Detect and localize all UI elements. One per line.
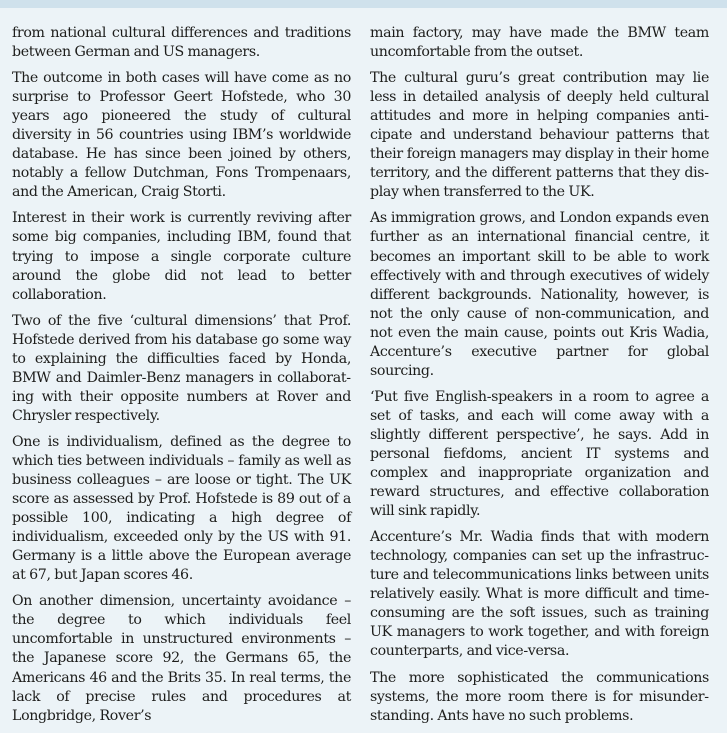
paragraph: One is individualism, defined as the degree to which ties between individuals – family as well as business colleagues – are loose or tight. The UK score as assessed by Prof. Hofstede is 89 out of a possible 100, indicating a high degree of individualism, exceeded only by the US with 91. Germany is a little above the European average at 67, but Japan scores 46. bbox=[12, 433, 351, 584]
paragraph: Interest in their work is currently reviving after some big companies, including IBM, found that trying to impose a single corporate culture around the globe did not lead to better collaboration. bbox=[12, 210, 351, 303]
paragraph: from national cultural differences and traditions between German and US managers. bbox=[12, 25, 351, 61]
right-column bbox=[370, 24, 709, 733]
paragraph: The cultural guru’s great contribution may lie less in detailed analysis of deeply held cultural attitudes and more in helping companies anticipate and understand behaviour patterns that their foreign managers may display in their home territory, and the different patterns that they display when transferred to the UK. bbox=[370, 70, 709, 201]
paragraph: ‘Put five English-speakers in a room to agree a set of tasks, and each will come away with a slightly different perspective’, he says. Add in personal fiefdoms, ancient IT systems and complex and inappropriate organization and reward structures, and effective collaboration will sink rapidly. bbox=[370, 388, 709, 520]
paragraph: Accenture’s Mr. Wadia finds that with modern technology, companies can set up the infrastructure and telecommunications links between units relatively easily. What is more difficult and time-consuming are the soft issues, such as training UK managers to work together, and with foreign counterparts, and vice-versa. bbox=[370, 529, 709, 660]
paragraph: As immigration grows, and London expands even further as an international financial centre, it becomes an important skill to be able to work effectively with and through executives of widely different backgrounds. Nationality, however, is not the only cause of non-communication, and not even the main cause, points out Kris Wadia, Accenture’s executive partner for global sourcing. bbox=[370, 210, 709, 379]
article-page bbox=[0, 8, 727, 724]
left-column bbox=[12, 24, 351, 733]
paragraph: Two of the five ‘cultural dimensions’ that Prof. Hofstede derived from his database go some way to explaining the difficulties faced by Honda, BMW and Daimler-Benz managers in collaborating with their opposite numbers at Rover and Chrysler respectively. bbox=[12, 312, 351, 424]
top-band bbox=[0, 0, 727, 8]
paragraph: The more sophisticated the communications systems, the more room there is for misunderstanding. Ants have no such problems. bbox=[370, 669, 709, 724]
paragraph: The outcome in both cases will have come as no surprise to Professor Geert Hofstede, who 30 years ago pioneered the study of cultural diversity in 56 countries using IBM’s worldwide database. He has since been joined by others, notably a fellow Dutchman, Fons Trompenaars, and the American, Craig Storti. bbox=[12, 70, 351, 201]
paragraph: On another dimension, uncertainty avoidance – the degree to which individuals feel uncomfortable in unstructured environments – the Japanese score 92, the Germans 65, the Americans 46 and the Brits 35. In real terms, the lack of precise rules and procedures at Longbridge, Rover’s bbox=[12, 593, 351, 724]
paragraph: main factory, may have made the BMW team uncomfortable from the outset. bbox=[370, 25, 709, 61]
